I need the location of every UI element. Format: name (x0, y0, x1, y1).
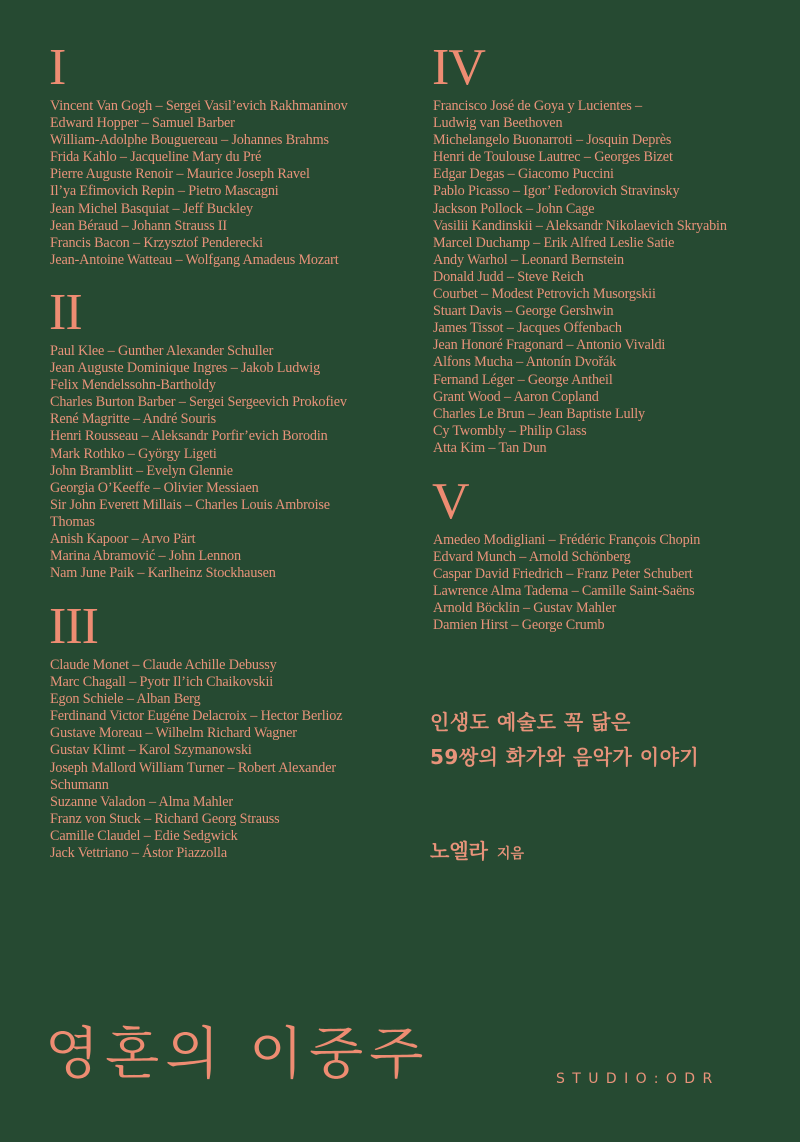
artist-composer-pair: Vincent Van Gogh – Sergei Vasil’evich Rakhmaninov (50, 98, 348, 114)
artist-composer-pair: Claude Monet – Claude Achille Debussy (50, 657, 277, 673)
artist-composer-pair: William-Adolphe Bouguereau – Johannes Brahms (50, 132, 329, 149)
artist-composer-pair: Amedeo Modigliani – Frédéric François Chopin (433, 532, 701, 548)
artist-composer-pair: Lawrence Alma Tadema – Camille Saint-Saëns (433, 583, 695, 600)
artist-composer-pair: Vasilii Kandinskii – Aleksandr Nikolaevich Skryabin (433, 217, 727, 234)
artist-composer-pair: Michelangelo Buonarroti – Josquin Deprès (433, 132, 672, 149)
section-numeral: II (49, 284, 82, 341)
artist-composer-pair: Marcel Duchamp – Erik Alfred Leslie Satie (433, 234, 675, 251)
artist-composer-pair: Camille Claudel – Edie Sedgwick (50, 827, 238, 844)
artist-composer-pair: Courbet – Modest Petrovich Musorgskii (433, 286, 656, 303)
artist-composer-pair: Cy Twombly – Philip Glass (433, 422, 587, 439)
artist-composer-pair: Donald Judd – Steve Reich (433, 268, 584, 285)
section-numeral: III (49, 598, 98, 655)
artist-composer-pair: Stuart Davis – George Gershwin (433, 303, 614, 320)
artist-composer-pair: Fernand Léger – George Antheil (433, 371, 613, 388)
artist-composer-pair: Frida Kahlo – Jacqueline Mary du Pré (50, 149, 262, 166)
artist-composer-pair: Pablo Picasso – Igor’ Fedorovich Stravinsky (433, 183, 680, 200)
artist-composer-pair: Grant Wood – Aaron Copland (433, 388, 599, 405)
left-column (49, 39, 420, 862)
artist-composer-pair: Anish Kapoor – Arvo Pärt (50, 531, 196, 548)
section-4 (432, 39, 800, 476)
publisher-logo: STUDIO:ODR (556, 1071, 720, 1087)
artist-composer-pair: Jack Vettriano – Ástor Piazzolla (50, 845, 227, 862)
pair-list (50, 98, 420, 269)
artist-composer-pair: Charles Le Brun – Jean Baptiste Lully (433, 405, 645, 422)
author-name: 노엘라 (430, 839, 488, 863)
section-3 (49, 598, 420, 862)
artist-composer-pair: Georgia O’Keeffe – Olivier Messiaen (50, 479, 259, 496)
section-1 (49, 39, 420, 287)
artist-composer-pair: Marc Chagall – Pyotr Il’ich Chaikovskii (50, 674, 274, 691)
artist-composer-pair: Jean Michel Basquiat – Jeff Buckley (50, 200, 253, 217)
pair-list (50, 343, 420, 582)
artist-composer-pair: Egon Schiele – Alban Berg (50, 691, 201, 708)
artist-composer-pair: Jean Honoré Fragonard – Antonio Vivaldi (433, 337, 666, 354)
artist-composer-pair: Atta Kim – Tan Dun (433, 439, 547, 456)
artist-composer-pair: Francis Bacon – Krzysztof Penderecki (50, 234, 263, 251)
artist-composer-pair: Joseph Mallord William Turner – Robert Alexander (50, 759, 336, 776)
section-numeral: I (49, 39, 66, 96)
artist-composer-pair: Il’ya Efimovich Repin – Pietro Mascagni (50, 183, 279, 200)
artist-composer-pair: James Tissot – Jacques Offenbach (433, 320, 622, 337)
artist-composer-pair: Ludwig van Beethoven (433, 115, 563, 132)
artist-composer-pair: Felix Mendelssohn-Bartholdy (50, 377, 216, 394)
artist-composer-pair: Franz von Stuck – Richard Georg Strauss (50, 810, 280, 827)
artist-composer-pair: Suzanne Valadon – Alma Mahler (50, 793, 233, 810)
artist-composer-pair: Thomas (50, 513, 95, 530)
section-2 (49, 284, 420, 601)
artist-composer-pair: Schumann (50, 776, 109, 793)
subtitle (430, 705, 699, 775)
artist-composer-pair: Edward Hopper – Samuel Barber (50, 115, 235, 132)
artist-composer-pair: Francisco José de Goya y Lucientes – (433, 98, 642, 114)
book-title: 영혼의 이중주 (45, 1022, 430, 1087)
artist-composer-pair: Alfons Mucha – Antonín Dvořák (433, 354, 617, 371)
artist-composer-pair: Jean-Antoine Watteau – Wolfgang Amadeus Mozart (50, 251, 339, 268)
artist-composer-pair: Arnold Böcklin – Gustav Mahler (433, 600, 617, 617)
artist-composer-pair: Gustave Moreau – Wilhelm Richard Wagner (50, 725, 297, 742)
author-suffix: 지음 (496, 846, 524, 862)
artist-composer-pair: Jean Béraud – Johann Strauss II (50, 217, 227, 234)
artist-composer-pair: Henri de Toulouse Lautrec – Georges Bizet (433, 149, 673, 166)
artist-composer-pair: Ferdinand Victor Eugéne Delacroix – Hector Berlioz (50, 708, 343, 725)
artist-composer-pair: John Bramblitt – Evelyn Glennie (50, 462, 233, 479)
artist-composer-pair: Edgar Degas – Giacomo Puccini (433, 166, 614, 183)
artist-composer-pair: Charles Burton Barber – Sergei Sergeevich Prokofiev (50, 394, 347, 411)
artist-composer-pair: Henri Rousseau – Aleksandr Porfir’evich Borodin (50, 428, 328, 445)
artist-composer-pair: Paul Klee – Gunther Alexander Schuller (50, 343, 274, 359)
artist-composer-pair: Marina Abramović – John Lennon (50, 548, 241, 565)
pair-list (433, 98, 800, 457)
artist-composer-pair: Pierre Auguste Renoir – Maurice Joseph Ravel (50, 166, 310, 183)
korean-text-block (430, 705, 699, 864)
artist-composer-pair: Damien Hirst – George Crumb (433, 617, 605, 634)
artist-composer-pair: Mark Rothko – György Ligeti (50, 445, 217, 462)
subtitle-line-1: 인생도 예술도 꼭 닮은 (430, 710, 631, 734)
subtitle-line-2: 59쌍의 화가와 음악가 이야기 (430, 745, 700, 769)
pair-list (50, 657, 420, 862)
artist-composer-pair: Andy Warhol – Leonard Bernstein (433, 251, 624, 268)
section-5 (432, 473, 800, 635)
artist-composer-pair: Edvard Munch – Arnold Schönberg (433, 549, 631, 566)
artist-composer-pair: Nam June Paik – Karlheinz Stockhausen (50, 565, 276, 582)
artist-composer-pair: Jackson Pollock – John Cage (433, 200, 595, 217)
artist-composer-pair: Caspar David Friedrich – Franz Peter Schubert (433, 566, 693, 583)
author (430, 835, 699, 864)
artist-composer-pair: Gustav Klimt – Karol Szymanowski (50, 742, 252, 759)
right-column (432, 39, 800, 635)
pair-list (433, 532, 800, 635)
artist-composer-pair: Jean Auguste Dominique Ingres – Jakob Ludwig (50, 360, 321, 377)
artist-composer-pair: Sir John Everett Millais – Charles Louis Ambroise (50, 496, 330, 513)
section-numeral: IV (432, 39, 485, 96)
section-numeral: V (432, 473, 469, 530)
artist-composer-pair: René Magritte – André Souris (50, 411, 217, 428)
